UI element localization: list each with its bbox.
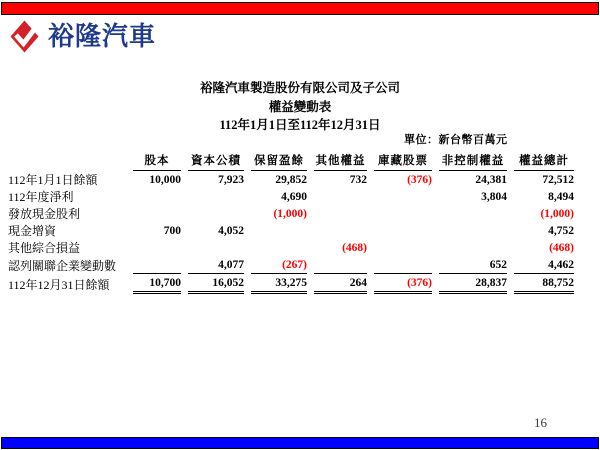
row-label-header	[8, 146, 126, 171]
amount-cell	[251, 222, 307, 239]
amount-cell	[439, 222, 507, 239]
period-line: 112年1月1日至112年12月31日	[219, 118, 381, 132]
amount-cell: 72,512	[542, 173, 574, 186]
column-header: 非控制權益	[439, 146, 507, 171]
table-row	[8, 188, 574, 205]
column-header: 其他權益	[314, 146, 367, 171]
table-row	[8, 239, 574, 256]
amount-cell	[314, 222, 367, 239]
diamond-check-icon	[10, 20, 39, 53]
bottom-blue-bar	[1, 437, 599, 449]
equity-change-table	[1, 146, 581, 294]
amount-cell: 16,052	[188, 274, 244, 294]
title-block	[0, 79, 600, 135]
amount-cell: 88,752	[514, 274, 574, 294]
amount-cell: 8,494	[548, 190, 574, 203]
row-label: 現金增資	[8, 224, 57, 238]
amount-cell: 10,700	[133, 274, 181, 294]
amount-cell: (267)	[251, 256, 307, 274]
table-header-row	[8, 146, 574, 171]
amount-cell: (1,000)	[540, 207, 574, 220]
amount-cell: 4,052	[218, 224, 244, 237]
amount-cell	[188, 205, 244, 222]
amount-cell: (376)	[407, 173, 432, 186]
company-title: 裕隆汽車製造股份有限公司及子公司	[199, 81, 400, 95]
amount-cell	[251, 239, 307, 256]
table-row	[8, 171, 574, 188]
amount-cell: 10,000	[149, 173, 181, 186]
amount-cell: 700	[163, 224, 181, 237]
brand-text: 裕隆汽車	[48, 21, 157, 51]
amount-cell: (1,000)	[273, 207, 307, 220]
amount-cell: 33,275	[251, 274, 307, 294]
amount-cell	[314, 188, 367, 205]
company-logo	[10, 20, 156, 53]
amount-cell	[188, 188, 244, 205]
row-label: 112年1月1日餘額	[8, 173, 98, 187]
amount-cell: 4,462	[514, 256, 574, 274]
row-label: 其他綜合損益	[8, 241, 81, 255]
table-body	[8, 171, 574, 294]
table-row	[8, 222, 574, 239]
amount-cell	[439, 239, 507, 256]
amount-cell	[133, 205, 181, 222]
top-red-bar	[1, 2, 599, 15]
amount-cell: 4,077	[188, 256, 244, 274]
amount-cell: 4,752	[548, 224, 574, 237]
table-row	[8, 256, 574, 274]
amount-cell	[374, 222, 432, 239]
amount-cell	[439, 205, 507, 222]
amount-cell: 3,804	[481, 190, 507, 203]
amount-cell: 29,852	[275, 173, 307, 186]
amount-cell: 28,837	[439, 274, 507, 294]
amount-cell	[314, 205, 367, 222]
amount-cell	[374, 256, 432, 274]
amount-cell: (376)	[374, 274, 432, 294]
amount-cell: 24,381	[475, 173, 507, 186]
column-header: 資本公積	[188, 146, 244, 171]
amount-cell: 732	[349, 173, 367, 186]
row-label: 發放現金股利	[8, 207, 81, 221]
amount-cell	[374, 205, 432, 222]
amount-cell: 4,690	[281, 190, 307, 203]
table-row	[8, 274, 574, 294]
unit-note: 單位：新台幣百萬元	[404, 134, 508, 146]
amount-cell: (468)	[342, 241, 367, 254]
amount-cell	[374, 188, 432, 205]
header-row	[8, 146, 574, 171]
amount-cell: 652	[439, 256, 507, 274]
amount-cell: 264	[314, 274, 367, 294]
amount-cell: (468)	[549, 241, 574, 254]
amount-cell	[133, 256, 181, 274]
statement-title: 權益變動表	[268, 99, 332, 114]
column-header: 保留盈餘	[251, 146, 307, 171]
row-label: 112年12月31日餘額	[8, 277, 110, 292]
row-label: 認列關聯企業變動數	[8, 258, 117, 273]
column-header: 庫藏股票	[374, 146, 432, 171]
page-number: 16	[534, 415, 547, 430]
column-header: 權益總計	[514, 146, 574, 171]
table-row	[8, 205, 574, 222]
row-label: 112年度淨利	[8, 190, 74, 204]
amount-cell	[188, 239, 244, 256]
amount-cell	[133, 188, 181, 205]
column-header: 股本	[133, 146, 181, 171]
amount-cell	[314, 256, 367, 274]
amount-cell	[133, 239, 181, 256]
amount-cell	[374, 239, 432, 256]
amount-cell: 7,923	[218, 173, 244, 186]
